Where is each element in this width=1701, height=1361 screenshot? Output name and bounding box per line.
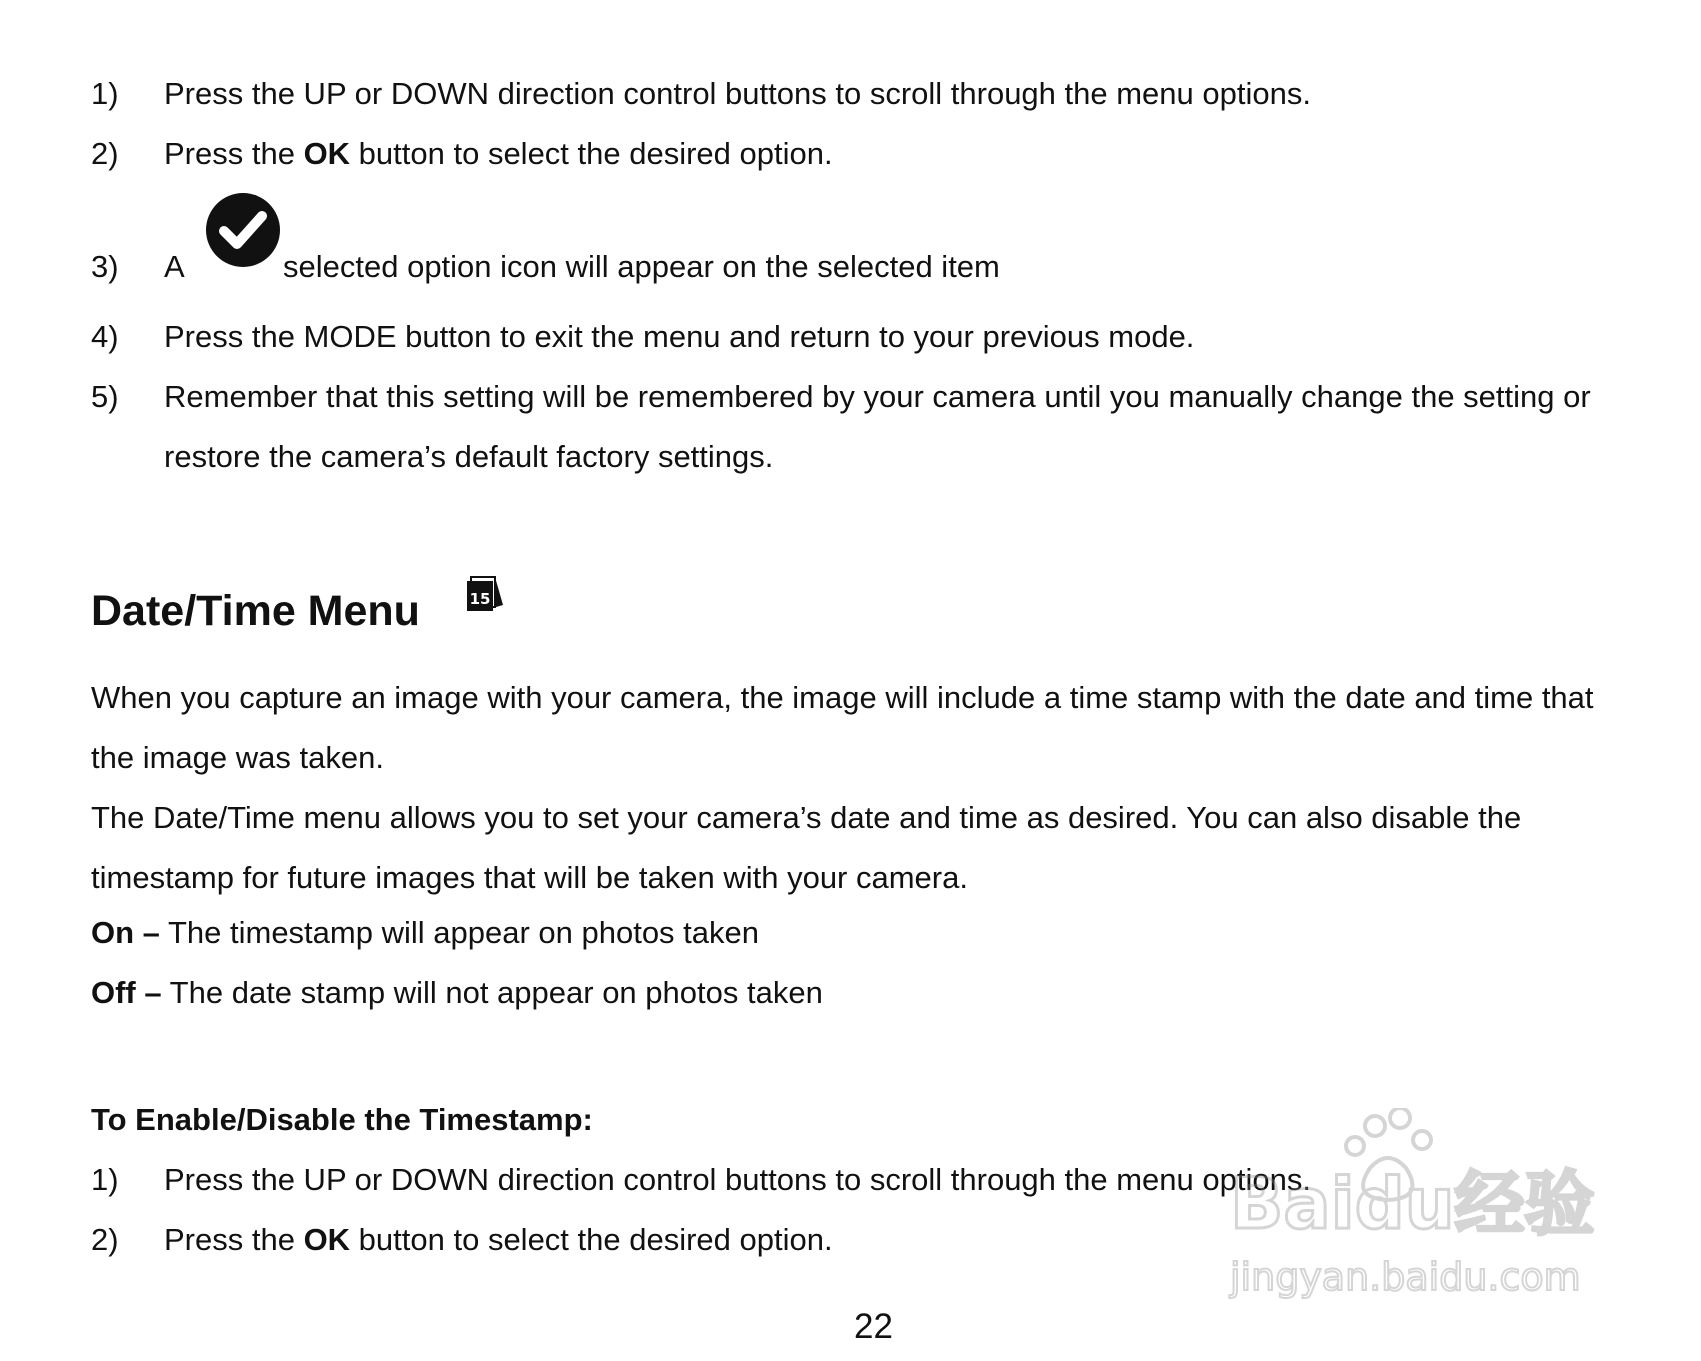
off-option-line: Off – The date stamp will not appear on photos taken [91,975,823,1010]
step-text: Remember that this setting will be remembered by your camera until you manually change the setting or [164,379,1591,414]
page-number: 22 [854,1307,893,1346]
paragraph-line: timestamp for future images that will be taken with your camera. [91,860,968,895]
section-title: Date/Time Menu [91,587,420,635]
paragraph-line: When you capture an image with your camera, the image will include a time stamp with the date and time that [91,680,1594,715]
selected-check-icon [204,192,282,270]
calendar-icon [463,571,507,615]
paragraph-line: the image was taken. [91,740,384,775]
step-text-continued: restore the camera’s default factory settings. [164,439,774,474]
step-text-prefix: A [164,249,185,284]
step-text: Press the UP or DOWN direction control buttons to scroll through the menu options. [164,76,1311,111]
step-text: Press the UP or DOWN direction control buttons to scroll through the menu options. [164,1162,1311,1197]
step-text: Press the OK button to select the desired option. [164,136,833,171]
calendar-day-text: 15 [469,590,491,608]
subsection-title: To Enable/Disable the Timestamp: [91,1102,593,1137]
step-text: Press the MODE button to exit the menu and return to your previous mode. [164,319,1195,354]
step-number: 5) [91,379,119,414]
step-number: 4) [91,319,119,354]
baidu-watermark-logo [1210,1108,1610,1308]
paragraph-line: The Date/Time menu allows you to set your camera’s date and time as desired. You can also disable the [91,800,1522,835]
step-number: 2) [91,1222,119,1257]
step-number: 1) [91,1162,119,1197]
step-number: 1) [91,76,119,111]
watermark-brand: Baidu经验 [1230,1163,1595,1245]
step-text: selected option icon will appear on the selected item [283,249,1000,284]
on-option-line: On – The timestamp will appear on photos taken [91,915,760,950]
step-text: Press the OK button to select the desired option. [164,1222,833,1257]
step-number: 3) [91,249,119,284]
step-number: 2) [91,136,119,171]
watermark-url: jingyan.baidu.com [1230,1255,1581,1299]
